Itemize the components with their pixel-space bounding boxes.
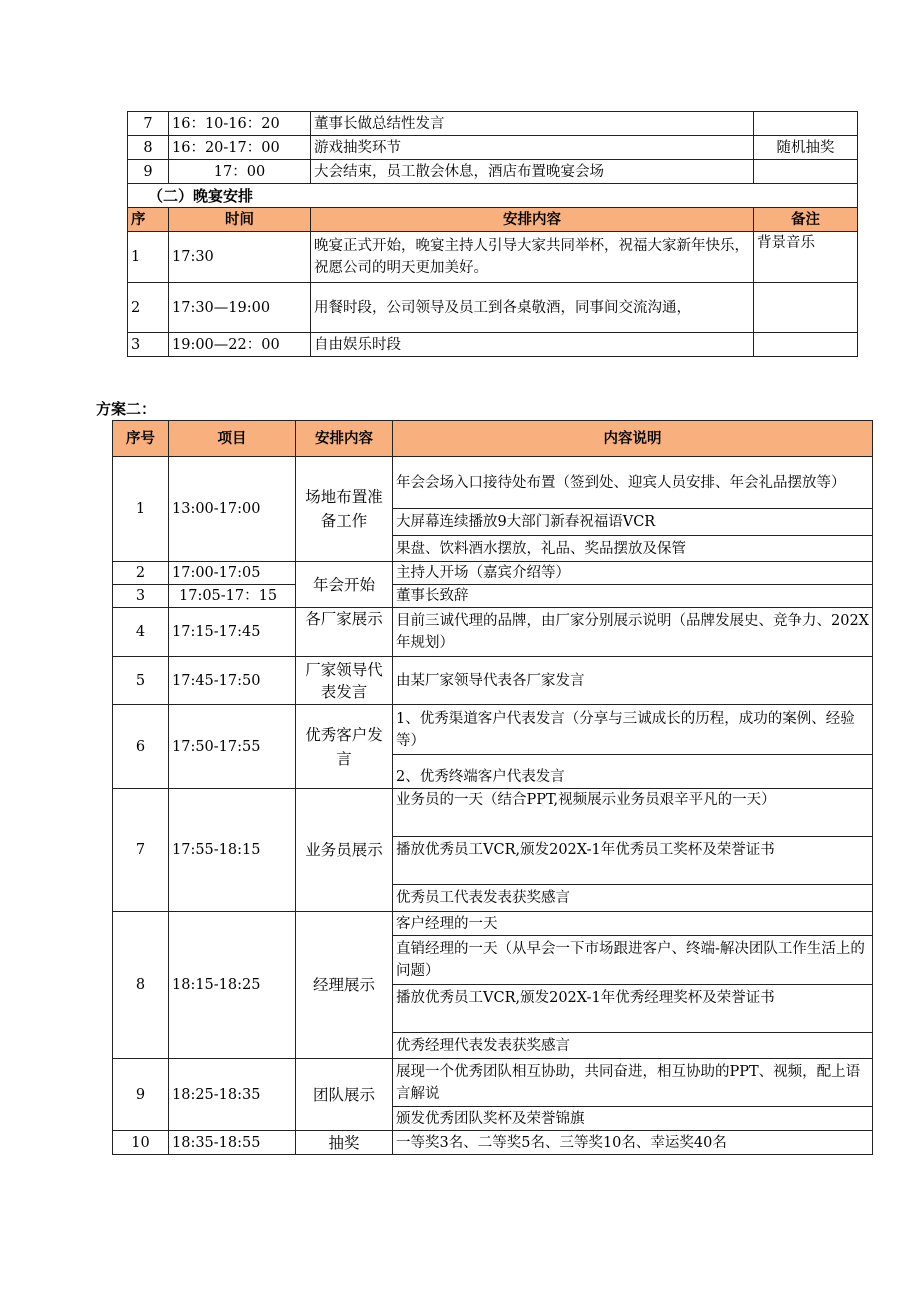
table-row xyxy=(128,283,858,333)
table-header xyxy=(128,208,858,232)
row-arrange: 场地布置准备工作 xyxy=(296,457,393,562)
row-desc: 一等奖3名、二等奖5名、三等奖10名、幸运奖40名 xyxy=(393,1131,873,1155)
row-content: 自由娱乐时段 xyxy=(311,333,754,357)
section-title-row xyxy=(128,184,858,208)
row-arrange: 厂家领导代表发言 xyxy=(296,657,393,705)
row-desc: 大屏幕连续播放9大部门新春祝福语VCR xyxy=(393,509,873,536)
row-time: 17:55-18:15 xyxy=(169,789,296,912)
section-title: （二）晚宴安排 xyxy=(128,184,858,208)
row-time: 19:00—22：00 xyxy=(169,333,311,357)
plan-two-label: 方案二： xyxy=(96,400,157,418)
table-row xyxy=(128,333,858,357)
row-number: 6 xyxy=(113,705,169,789)
row-note xyxy=(754,112,858,136)
table-row xyxy=(113,457,873,509)
row-content: 用餐时段，公司领导及员工到各桌敬酒，同事间交流沟通， xyxy=(311,283,754,333)
row-number: 3 xyxy=(128,333,169,357)
row-desc: 直销经理的一天（从早会一下市场跟进客户、终端-解决团队工作生活上的问题） xyxy=(393,936,873,985)
row-time: 17:00-17:05 xyxy=(169,562,296,585)
row-desc: 年会会场入口接待处布置（签到处、迎宾人员安排、年会礼品摆放等） xyxy=(393,457,873,509)
header-content: 安排内容 xyxy=(311,208,754,232)
row-content: 晚宴正式开始，晚宴主持人引导大家共同举杯，祝福大家新年快乐，祝愿公司的明天更加美好。 xyxy=(311,232,754,283)
header-no: 序 xyxy=(128,208,169,232)
row-content: 大会结束，员工散会休息，酒店布置晚宴会场 xyxy=(311,160,754,184)
row-time: 16：20-17：00 xyxy=(169,136,311,160)
plan-two-table xyxy=(112,420,873,1155)
row-desc: 播放优秀员工VCR,颁发202X-1年优秀员工奖杯及荣誉证书 xyxy=(393,837,873,885)
row-number: 10 xyxy=(113,1131,169,1155)
row-time: 17:30—19:00 xyxy=(169,283,311,333)
row-desc: 客户经理的一天 xyxy=(393,912,873,936)
row-number: 1 xyxy=(128,232,169,283)
header-desc: 内容说明 xyxy=(393,421,873,457)
row-content: 游戏抽奖环节 xyxy=(311,136,754,160)
row-desc: 1、优秀渠道客户代表发言（分享与三诚成长的历程，成功的案例、经验等） xyxy=(393,705,873,755)
row-number: 8 xyxy=(128,136,169,160)
row-time: 18:15-18:25 xyxy=(169,912,296,1059)
row-desc: 2、优秀终端客户代表发言 xyxy=(393,755,873,789)
header-note: 备注 xyxy=(754,208,858,232)
row-note xyxy=(754,283,858,333)
row-content: 董事长做总结性发言 xyxy=(311,112,754,136)
row-number: 3 xyxy=(113,585,169,608)
row-number: 2 xyxy=(128,283,169,333)
row-time: 17:50-17:55 xyxy=(169,705,296,789)
row-arrange: 各厂家展示 xyxy=(296,608,393,657)
row-time: 17：00 xyxy=(169,160,311,184)
row-number: 7 xyxy=(113,789,169,912)
table-row xyxy=(113,1131,873,1155)
row-arrange: 业务员展示 xyxy=(296,789,393,912)
row-number: 8 xyxy=(113,912,169,1059)
row-arrange: 经理展示 xyxy=(296,912,393,1059)
row-arrange: 优秀客户发言 xyxy=(296,705,393,789)
table-row xyxy=(113,608,873,657)
row-time: 18:25-18:35 xyxy=(169,1059,296,1131)
row-desc: 播放优秀员工VCR,颁发202X-1年优秀经理奖杯及荣誉证书 xyxy=(393,985,873,1033)
row-desc: 优秀经理代表发表获奖感言 xyxy=(393,1033,873,1059)
row-desc: 董事长致辞 xyxy=(393,585,873,608)
header-arrange: 安排内容 xyxy=(296,421,393,457)
table-row xyxy=(128,232,858,283)
row-time: 17:30 xyxy=(169,232,311,283)
row-desc: 颁发优秀团队奖杯及荣誉锦旗 xyxy=(393,1107,873,1131)
table-row xyxy=(128,112,858,136)
row-time: 17:15-17:45 xyxy=(169,608,296,657)
row-note xyxy=(754,160,858,184)
row-note: 随机抽奖 xyxy=(754,136,858,160)
table-row xyxy=(113,912,873,936)
row-time: 13:00-17:00 xyxy=(169,457,296,562)
row-note xyxy=(754,333,858,357)
row-note: 背景音乐 xyxy=(754,232,858,283)
table-row xyxy=(128,160,858,184)
table-row xyxy=(113,705,873,755)
row-desc: 目前三诚代理的品牌，由厂家分别展示说明（品牌发展史、竞争力、202X年规划） xyxy=(393,608,873,657)
row-desc: 优秀员工代表发表获奖感言 xyxy=(393,885,873,912)
row-arrange: 年会开始 xyxy=(296,562,393,608)
header-no: 序号 xyxy=(113,421,169,457)
table-row xyxy=(113,562,873,585)
table-row xyxy=(113,1059,873,1107)
table-header xyxy=(113,421,873,457)
table-row xyxy=(113,789,873,837)
row-time: 18:35-18:55 xyxy=(169,1131,296,1155)
row-number: 5 xyxy=(113,657,169,705)
header-item: 项目 xyxy=(169,421,296,457)
row-desc: 主持人开场（嘉宾介绍等） xyxy=(393,562,873,585)
table-row xyxy=(128,136,858,160)
row-number: 4 xyxy=(113,608,169,657)
row-arrange: 团队展示 xyxy=(296,1059,393,1131)
table-row xyxy=(113,657,873,705)
header-time: 时间 xyxy=(169,208,311,232)
row-number: 9 xyxy=(128,160,169,184)
row-time: 17:45-17:50 xyxy=(169,657,296,705)
row-desc: 由某厂家领导代表各厂家发言 xyxy=(393,657,873,705)
row-desc: 果盘、饮料酒水摆放，礼品、奖品摆放及保管 xyxy=(393,536,873,562)
row-arrange: 抽奖 xyxy=(296,1131,393,1155)
table-row xyxy=(113,585,873,608)
row-desc: 展现一个优秀团队相互协助，共同奋进，相互协助的PPT、视频，配上语言解说 xyxy=(393,1059,873,1107)
row-time: 16：10-16：20 xyxy=(169,112,311,136)
row-number: 1 xyxy=(113,457,169,562)
row-number: 9 xyxy=(113,1059,169,1131)
evening-schedule-table xyxy=(127,111,858,357)
row-time: 17:05-17：15 xyxy=(169,585,296,608)
row-desc: 业务员的一天（结合PPT,视频展示业务员艰辛平凡的一天） xyxy=(393,789,873,837)
row-number: 7 xyxy=(128,112,169,136)
row-number: 2 xyxy=(113,562,169,585)
